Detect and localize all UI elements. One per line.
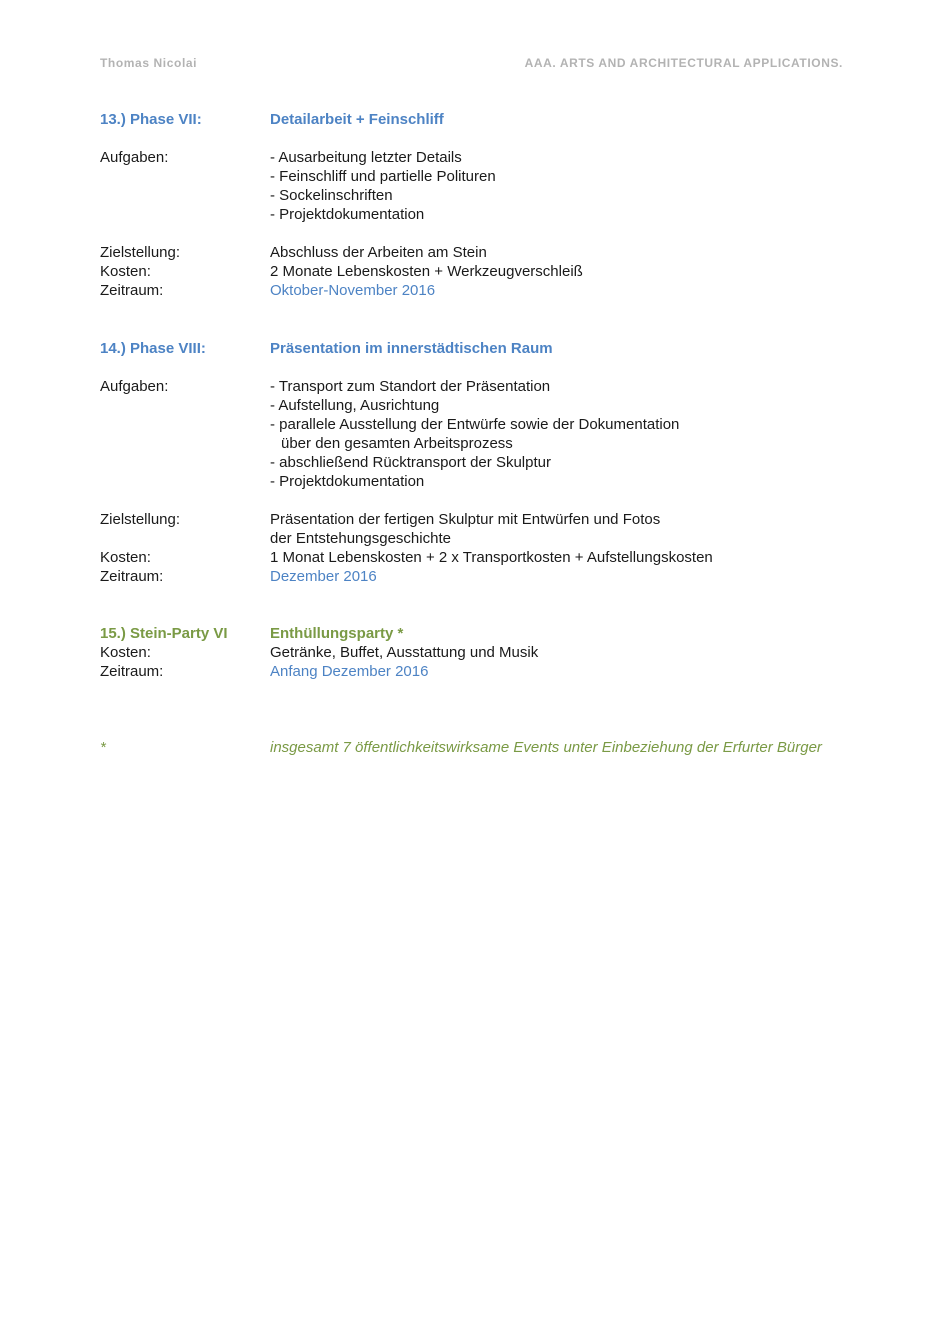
party-15-time-label: Zeitraum: — [100, 663, 164, 680]
phase-13-goal-label: Zielstellung: — [100, 244, 181, 261]
phase-13-tasks-label: Aufgaben: — [100, 149, 169, 166]
footnote-mark: * — [100, 739, 106, 756]
list-item: - parallele Ausstellung der Entwürfe sowie der Dokumentation — [270, 416, 680, 433]
list-item: - Transport zum Standort der Präsentation — [270, 378, 551, 395]
list-item: - Sockelinschriften — [270, 187, 393, 204]
phase-14-section — [100, 339, 860, 586]
list-item: - Ausarbeitung letzter Details — [270, 149, 462, 166]
phase-14-goal-line-1: Präsentation der fertigen Skulptur mit Entwürfen und Fotos — [270, 511, 661, 528]
phase-13-task-list — [270, 148, 496, 224]
phase-13-cost: 2 Monate Lebenskosten + Werkzeugverschleiß — [270, 263, 583, 280]
footnote — [100, 738, 860, 757]
list-item: - Projektdokumentation — [270, 473, 425, 490]
phase-13-section — [100, 110, 860, 300]
phase-14-time: Dezember 2016 — [270, 568, 377, 585]
list-item: über den gesamten Arbeitsprozess — [281, 435, 513, 452]
phase-13-title: Detailarbeit + Feinschliff — [270, 111, 444, 128]
phase-14-goal-line-2: der Entstehungsgeschichte — [270, 530, 451, 547]
company-name: AAA. ARTS AND ARCHITECTURAL APPLICATIONS. — [524, 56, 843, 70]
phase-13-time: Oktober-November 2016 — [270, 282, 436, 299]
list-item: - Feinschliff und partielle Polituren — [270, 168, 496, 185]
phase-13-cost-label: Kosten: — [100, 263, 151, 280]
party-15-title: Enthüllungsparty * — [270, 625, 404, 642]
phase-14-task-list — [270, 377, 679, 491]
author-name: Thomas Nicolai — [100, 56, 198, 70]
phase-14-goal-label: Zielstellung: — [100, 511, 181, 528]
phase-14-cost: 1 Monat Lebenskosten + 2 x Transportkosten + Aufstellungskosten — [270, 549, 713, 566]
phase-13-number: 13.) Phase VII: — [100, 111, 202, 128]
phase-14-number: 14.) Phase VIII: — [100, 340, 206, 357]
phase-13-time-label: Zeitraum: — [100, 282, 164, 299]
phase-14-tasks-label: Aufgaben: — [100, 378, 169, 395]
page-header — [100, 56, 843, 72]
phase-14-time-label: Zeitraum: — [100, 568, 164, 585]
phase-13-goal: Abschluss der Arbeiten am Stein — [270, 244, 487, 261]
list-item: - abschließend Rücktransport der Skulptur — [270, 454, 551, 471]
party-15-number: 15.) Stein-Party VI — [100, 625, 228, 642]
list-item: - Projektdokumentation — [270, 206, 425, 223]
party-15-time: Anfang Dezember 2016 — [270, 663, 429, 680]
phase-14-cost-label: Kosten: — [100, 549, 151, 566]
footnote-text: insgesamt 7 öffentlichkeitswirksame Events unter Einbeziehung der Erfurter Bürger — [270, 739, 822, 756]
party-15-cost-label: Kosten: — [100, 644, 151, 661]
list-item: - Aufstellung, Ausrichtung — [270, 397, 440, 414]
party-15-cost: Getränke, Buffet, Ausstattung und Musik — [270, 644, 539, 661]
phase-14-title: Präsentation im innerstädtischen Raum — [270, 340, 553, 357]
party-15-section — [100, 624, 860, 681]
